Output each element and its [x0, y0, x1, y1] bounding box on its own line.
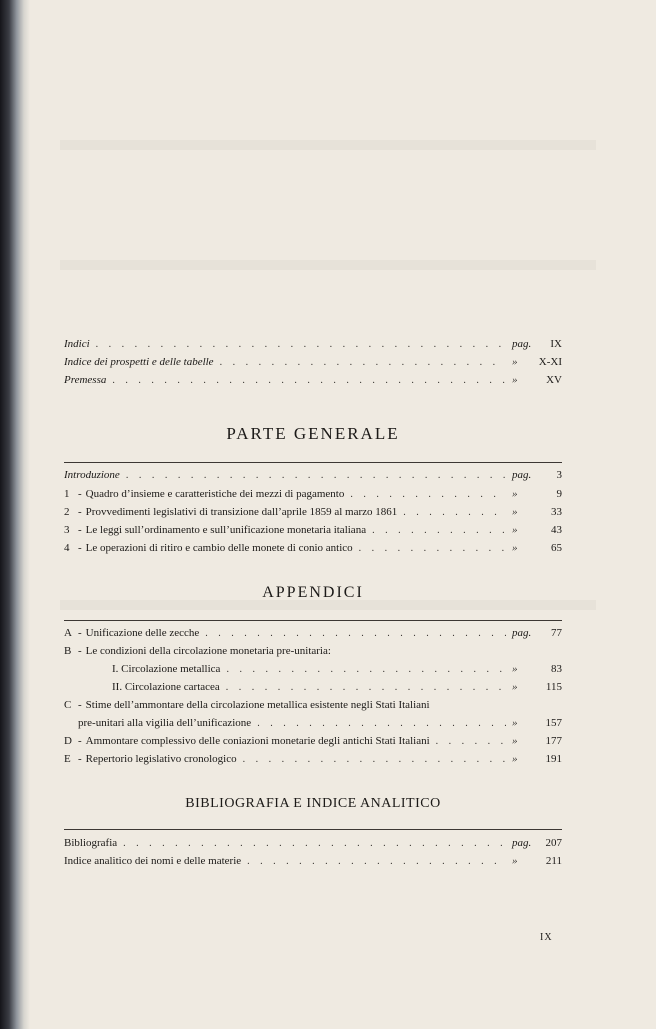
toc-entry-appendix-c-continued: pre-unitari alla vigilia dell’unificazione . . . » 157 [78, 716, 562, 731]
toc-entry-appendix-c: C - Stime dell’ammontare della circolazione metallica esistente negli Stati Italiani [64, 699, 430, 711]
leader-dots [123, 837, 506, 851]
leader-dots [243, 753, 506, 767]
toc-entry-indici: Indici . . . pag. IX [64, 337, 562, 352]
leader-dots [226, 681, 506, 695]
leader-dots [350, 488, 506, 502]
toc-entry-chapter-2: 2 - Provvedimenti legislativi di transizione dall’aprile 1859 al marzo 1861 . . . » 33 [64, 505, 562, 520]
toc-entry-chapter-4: 4 - Le operazioni di ritiro e cambio delle monete di conio antico . . . » 65 [64, 541, 562, 556]
leader-dots [112, 374, 506, 388]
section-heading-parte-generale: PARTE GENERALE [226, 424, 400, 443]
toc-entry-bibliografia: Bibliografia . . . pag. 207 [64, 836, 562, 851]
toc-entry-premessa: Premessa . . . » XV [64, 373, 562, 388]
leader-dots [96, 338, 506, 352]
leader-dots [403, 506, 506, 520]
leader-dots [220, 356, 506, 370]
toc-entry-chapter-3: 3 - Le leggi sull’ordinamento e sull’unificazione monetaria italiana . . . » 43 [64, 523, 562, 538]
toc-entry-appendix-e: E - Repertorio legislativo cronologico . . . » 191 [64, 752, 562, 767]
toc-entry-introduzione: Introduzione . . . pag. 3 [64, 468, 562, 483]
section-rule [64, 462, 562, 463]
leader-dots [126, 469, 506, 483]
section-rule [64, 620, 562, 621]
leader-dots [257, 717, 506, 731]
leader-dots [226, 663, 506, 677]
section-rule [64, 829, 562, 830]
toc-entry-appendix-b-2: II. Circolazione cartacea . . . » 115 [112, 680, 562, 695]
leader-dots [359, 542, 506, 556]
toc-entry-appendix-b: B - Le condizioni della circolazione monetaria pre-unitaria: [64, 645, 331, 657]
section-heading-appendici: APPENDICI [262, 584, 364, 601]
leader-dots [247, 855, 506, 869]
section-heading-bibliografia: BIBLIOGRAFIA E INDICE ANALITICO [185, 796, 441, 811]
leader-dots [205, 627, 506, 641]
page-number: IX [540, 932, 553, 943]
toc-entry-appendix-d: D - Ammontare complessivo delle coniazioni monetarie degli antichi Stati Italiani . . . » 177 [64, 734, 562, 749]
toc-entry-appendix-b-1: I. Circolazione metallica . . . » 83 [112, 662, 562, 677]
leader-dots [436, 735, 506, 749]
toc-entry-indice-prospetti: Indice dei prospetti e delle tabelle . . . » X-XI [64, 355, 562, 370]
leader-dots [372, 524, 506, 538]
toc-entry-indice-analitico: Indice analitico dei nomi e delle materie . . . » 211 [64, 854, 562, 869]
toc-entry-chapter-1: 1 - Quadro d’insieme e caratteristiche dei mezzi di pagamento . . . » 9 [64, 487, 562, 502]
toc-entry-appendix-a: A - Unificazione delle zecche . . . pag. 77 [64, 626, 562, 641]
